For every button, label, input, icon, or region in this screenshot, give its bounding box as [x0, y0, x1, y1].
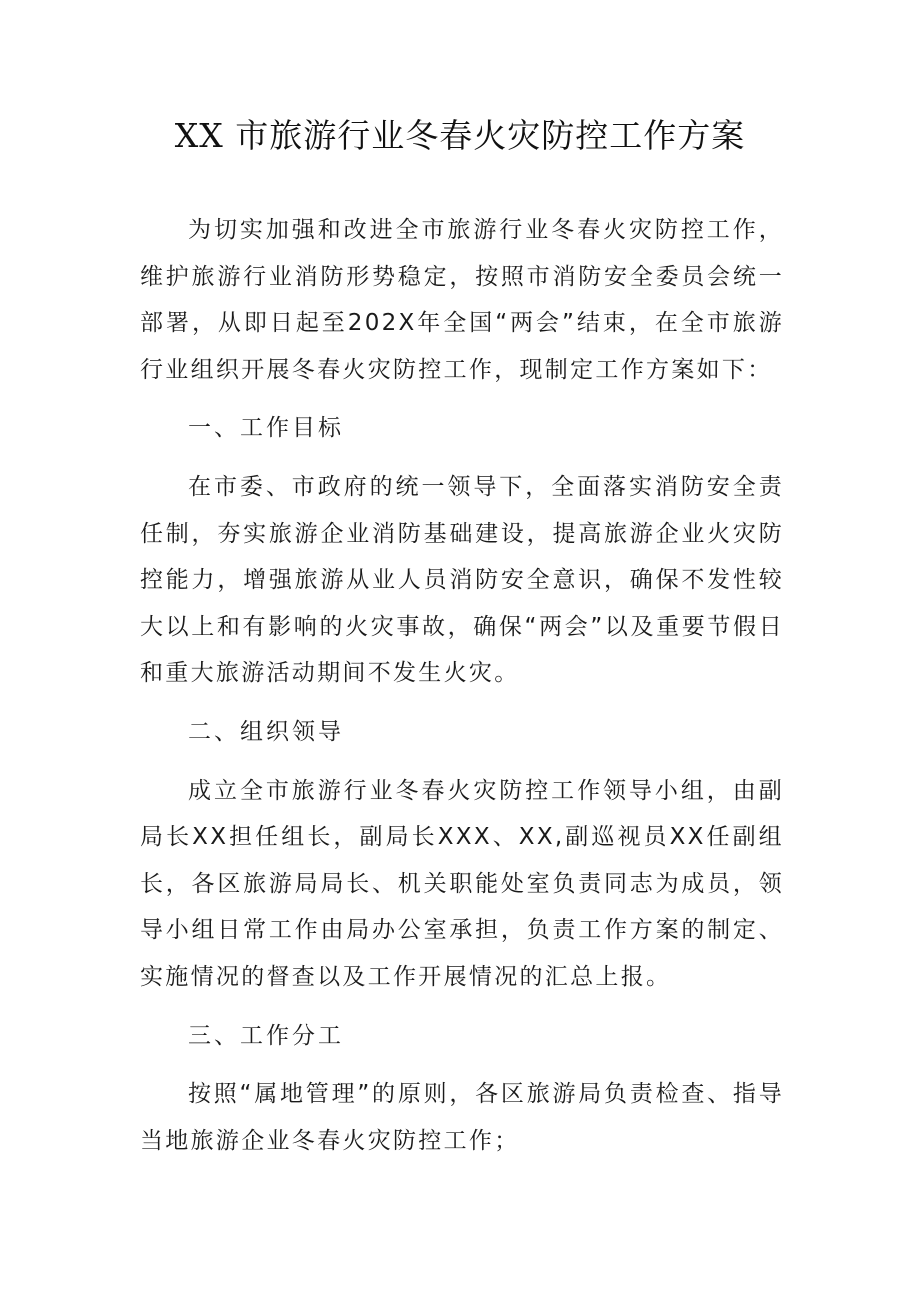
paragraph-gap	[140, 697, 784, 709]
section-heading-goals: 一、工作目标	[188, 415, 344, 442]
document-body	[140, 207, 784, 1164]
section-heading-leadership: 二、组织领导	[188, 718, 344, 745]
paragraph-gap	[140, 1059, 784, 1071]
paragraph-gap	[140, 452, 784, 464]
paragraph-gap	[140, 1001, 784, 1013]
paragraph-gap	[140, 393, 784, 405]
section-heading-division: 三、工作分工	[188, 1022, 344, 1049]
paragraph-gap	[140, 756, 784, 768]
document-title: XX 市旅游行业冬春火灾防控工作方案	[174, 116, 746, 155]
intro-paragraph: 为切实加强和改进全市旅游行业冬春火灾防控工作，维护旅游行业消防形势稳定，按照市消防安全委员会统一部署，从即日起至202X年全国“两会”结束，在全市旅游行业组织开展冬春火灾防控工作，现制定工作方案如下：	[140, 217, 784, 383]
section-text-division: 按照“属地管理”的原则，各区旅游局负责检查、指导当地旅游企业冬春火灾防控工作；	[140, 1081, 784, 1154]
section-text-leadership: 成立全市旅游行业冬春火灾防控工作领导小组，由副局长XX担任组长，副局长XXX、XX,副巡视员XX任副组长，各区旅游局局长、机关职能处室负责同志为成员，领导小组日常工作由局办公室承担，负责工作方案的制定、实施情况的督查以及工作开展情况的汇总上报。	[140, 777, 784, 990]
section-text-goals: 在市委、市政府的统一领导下，全面落实消防安全责任制，夯实旅游企业消防基础建设，提高旅游企业火灾防控能力，增强旅游从业人员消防安全意识，确保不发性较大以上和有影响的火灾事故，确保“两会”以及重要节假日和重大旅游活动期间不发生火灾。	[140, 473, 784, 687]
